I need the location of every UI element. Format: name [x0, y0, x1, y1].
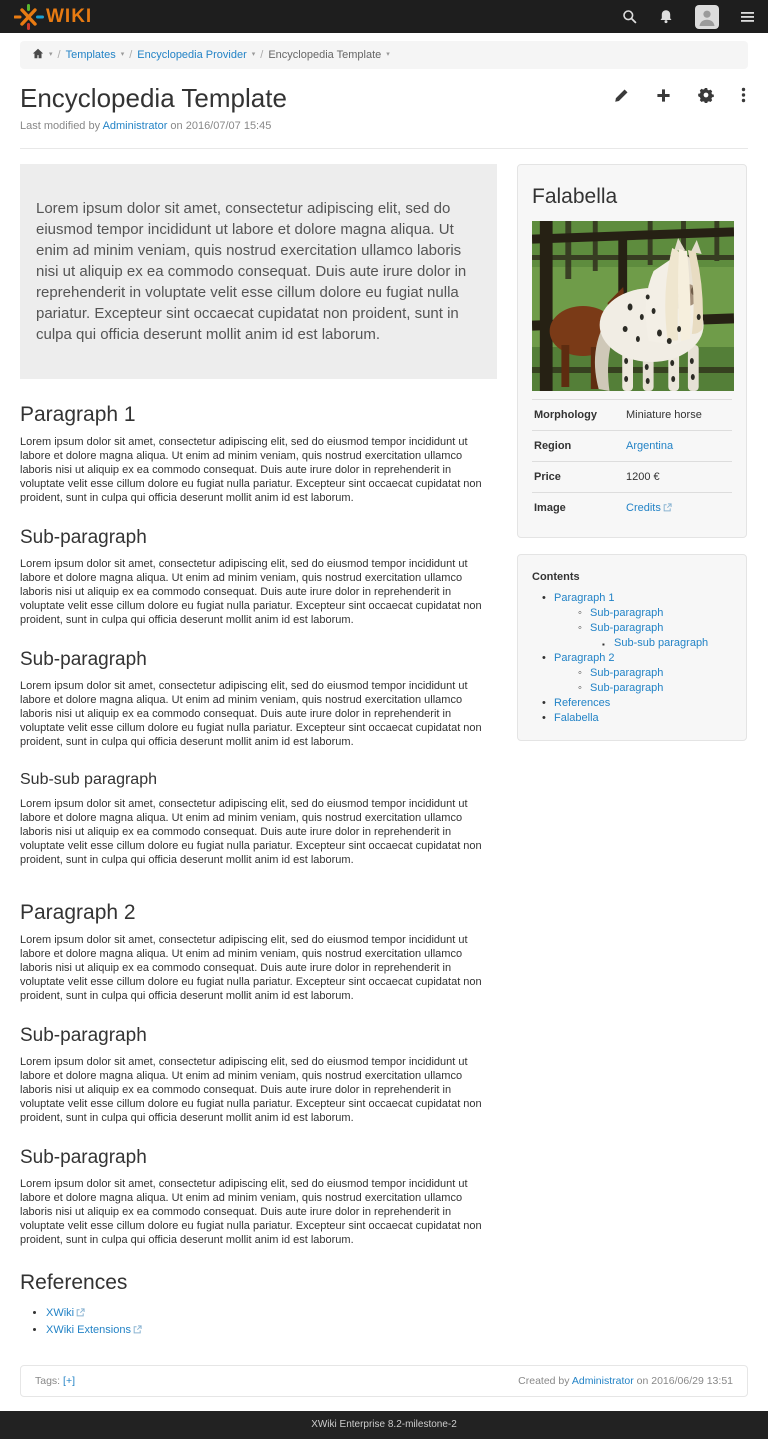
infobox-row-morphology: Morphology Miniature horse — [532, 400, 732, 431]
toc-item — [582, 666, 732, 681]
version-footer — [0, 1411, 768, 1439]
infobox-title: Falabella — [532, 185, 618, 208]
version-text: XWiki Enterprise 8.2-milestone-2 — [311, 1419, 457, 1430]
section-heading-sub-paragraph: Sub-paragraph — [20, 649, 147, 670]
more-options-kebab-icon[interactable] — [739, 85, 748, 105]
contents-title: Contents — [532, 571, 580, 583]
section-heading-sub-paragraph: Sub-paragraph — [20, 527, 147, 548]
image-credits-link[interactable]: Credits — [626, 502, 661, 514]
infobox-falabella — [517, 164, 747, 538]
contents-panel — [517, 554, 747, 741]
toc-link-sub-sub-paragraph[interactable]: Sub-sub paragraph — [614, 637, 709, 649]
breadcrumb-home-caret[interactable]: ▾ — [49, 51, 53, 58]
section-heading-paragraph-2: Paragraph 2 — [20, 901, 136, 924]
top-navbar — [0, 0, 768, 33]
section-body: Lorem ipsum dolor sit amet, consectetur adipiscing elit, sed do eiusmod tempor incididunt ut labore et dolore magna aliqua. Ut enim ad minim veniam, quis nostrud exercitation ullamco laboris nisi ut aliquip ex ea commodo consequat. Duis aute irure dolor in reprehenderit in voluptate velit esse cillum dolore eu fugiat nulla pariatur. Excepteur sint occaecat cupidatat non proident, sunt in culpa qui officia deserunt mollit anim id est laborum. — [20, 680, 482, 748]
infobox-row-region: Region Argentina — [532, 431, 732, 462]
region-argentina-link[interactable]: Argentina — [626, 440, 674, 452]
section-heading-references: References — [20, 1271, 128, 1294]
toc-link-sub-paragraph[interactable]: Sub-paragraph — [590, 622, 664, 634]
toc-item — [546, 711, 732, 726]
section-body: Lorem ipsum dolor sit amet, consectetur adipiscing elit, sed do eiusmod tempor incididunt ut labore et dolore magna aliqua. Ut enim ad minim veniam, quis nostrud exercitation ullamco laboris nisi ut aliquip ex ea commodo consequat. Duis aute irure dolor in reprehenderit in voluptate velit esse cillum dolore eu fugiat nulla pariatur. Excepteur sint occaecat cupidatat non proident, sunt in culpa qui officia deserunt mollit anim id est laborum. — [20, 798, 482, 866]
external-link-icon — [133, 1323, 142, 1340]
user-avatar[interactable] — [695, 5, 719, 29]
created-by-user-link[interactable]: Administrator — [571, 1375, 634, 1387]
xwiki-logo[interactable] — [14, 4, 92, 30]
breadcrumb-item-current: Encyclopedia Template — [268, 49, 382, 61]
hamburger-menu-icon[interactable] — [741, 11, 754, 23]
lead-text: Lorem ipsum dolor sit amet, consectetur adipiscing elit, sed do eiusmod tempor incididunt ut labore et dolore magna aliqua. Ut enim ad minim veniam, quis nostrud exercitation ullamco laboris nisi ut aliquip ex ea commodo consequat. Duis aute irure dolor in reprehenderit in voluptate velit esse cillum dolore eu fugiat nulla pariatur. Excepteur sint occaecat cupidatat non proident, sunt in culpa qui officia deserunt mollit anim id est laborum. — [36, 200, 467, 343]
breadcrumb: ▾ / Templates ▾ / Encyclopedia Provider ▾ / Encyclopedia Template ▾ — [20, 41, 748, 69]
infobox-table — [532, 399, 732, 523]
tags-bar — [20, 1365, 748, 1397]
toc-link-paragraph-2[interactable]: Paragraph 2 — [554, 652, 615, 664]
toc-item — [582, 606, 732, 621]
add-plus-icon[interactable] — [654, 86, 673, 105]
infobox-row-price: Price 1200 € — [532, 462, 732, 493]
toc-item — [546, 651, 732, 696]
horse-photo — [532, 221, 734, 391]
xwiki-link[interactable]: XWiki — [46, 1307, 75, 1319]
toc-item — [546, 696, 732, 711]
modified-by-user-link[interactable]: Administrator — [102, 120, 168, 132]
breadcrumb-item-encyclopedia-provider[interactable]: Encyclopedia Provider — [137, 49, 247, 61]
breadcrumb-item-templates[interactable]: Templates — [65, 49, 116, 61]
page-actions — [612, 85, 748, 105]
last-modified-line: Last modified by Administrator on 2016/07/07 15:45 — [20, 120, 272, 132]
section-body: Lorem ipsum dolor sit amet, consectetur adipiscing elit, sed do eiusmod tempor incididunt ut labore et dolore magna aliqua. Ut enim ad minim veniam, quis nostrud exercitation ullamco laboris nisi ut aliquip ex ea commodo consequat. Duis aute irure dolor in reprehenderit in voluptate velit esse cillum dolore eu fugiat nulla pariatur. Excepteur sint occaecat cupidatat non proident, sunt in culpa qui officia deserunt mollit anim id est laborum. — [20, 558, 482, 626]
toc-item — [582, 621, 732, 651]
section-heading-paragraph-1: Paragraph 1 — [20, 403, 136, 426]
logo-text: WIKI — [46, 6, 93, 27]
lead-summary-box — [20, 164, 497, 379]
section-heading-sub-paragraph: Sub-paragraph — [20, 1025, 147, 1046]
breadcrumb-caret[interactable]: ▾ — [120, 51, 125, 58]
section-heading-sub-sub-paragraph: Sub-sub paragraph — [20, 771, 157, 788]
references-list — [46, 1305, 497, 1339]
page-title: Encyclopedia Template — [20, 83, 287, 113]
toc-link-sub-paragraph[interactable]: Sub-paragraph — [590, 667, 664, 679]
external-link-icon — [76, 1306, 85, 1323]
xwiki-extensions-link[interactable]: XWiki Extensions — [46, 1324, 131, 1336]
toc-item — [606, 636, 732, 651]
toc-item — [582, 681, 732, 696]
external-link-icon — [663, 503, 672, 515]
home-icon[interactable] — [32, 48, 44, 62]
section-body: Lorem ipsum dolor sit amet, consectetur adipiscing elit, sed do eiusmod tempor incididunt ut labore et dolore magna aliqua. Ut enim ad minim veniam, quis nostrud exercitation ullamco laboris nisi ut aliquip ex ea commodo consequat. Duis aute irure dolor in reprehenderit in voluptate velit esse cillum dolore eu fugiat nulla pariatur. Excepteur sint occaecat cupidatat non proident, sunt in culpa qui officia deserunt mollit anim id est laborum. — [20, 934, 482, 1002]
edit-pencil-icon[interactable] — [612, 86, 631, 105]
search-icon[interactable] — [622, 9, 637, 24]
toc-link-references[interactable]: References — [554, 697, 611, 709]
toc-link-paragraph-1[interactable]: Paragraph 1 — [554, 592, 615, 604]
xwiki-logo-icon — [14, 4, 44, 30]
breadcrumb-caret[interactable]: ▾ — [386, 51, 390, 58]
toc-link-sub-paragraph[interactable]: Sub-paragraph — [590, 607, 664, 619]
infobox-row-image: Image Credits — [532, 493, 732, 524]
reference-item — [46, 1322, 497, 1339]
section-body: Lorem ipsum dolor sit amet, consectetur adipiscing elit, sed do eiusmod tempor incididunt ut labore et dolore magna aliqua. Ut enim ad minim veniam, quis nostrud exercitation ullamco laboris nisi ut aliquip ex ea commodo consequat. Duis aute irure dolor in reprehenderit in voluptate velit esse cillum dolore eu fugiat nulla pariatur. Excepteur sint occaecat cupidatat non proident, sunt in culpa qui officia deserunt mollit anim id est laborum. — [20, 1056, 482, 1124]
main-content — [20, 164, 497, 1339]
add-tag-button[interactable]: [+] — [63, 1375, 75, 1387]
section-heading-sub-paragraph: Sub-paragraph — [20, 1147, 147, 1168]
section-body: Lorem ipsum dolor sit amet, consectetur adipiscing elit, sed do eiusmod tempor incididunt ut labore et dolore magna aliqua. Ut enim ad minim veniam, quis nostrud exercitation ullamco laboris nisi ut aliquip ex ea commodo consequat. Duis aute irure dolor in reprehenderit in voluptate velit esse cillum dolore eu fugiat nulla pariatur. Excepteur sint occaecat cupidatat non proident, sunt in culpa qui officia deserunt mollit anim id est laborum. — [20, 436, 482, 504]
toc-link-falabella[interactable]: Falabella — [554, 712, 599, 724]
breadcrumb-caret[interactable]: ▾ — [251, 51, 256, 58]
settings-gear-icon[interactable] — [696, 85, 716, 105]
reference-item — [46, 1305, 497, 1322]
created-by-line: Created by Administrator on 2016/06/29 13:51 — [518, 1375, 733, 1387]
sidebar — [517, 164, 747, 757]
toc-link-sub-paragraph[interactable]: Sub-paragraph — [590, 682, 664, 694]
notifications-bell-icon[interactable] — [659, 9, 673, 24]
tags-label: Tags: — [35, 1375, 61, 1387]
toc-item — [546, 591, 732, 651]
section-body: Lorem ipsum dolor sit amet, consectetur adipiscing elit, sed do eiusmod tempor incididunt ut labore et dolore magna aliqua. Ut enim ad minim veniam, quis nostrud exercitation ullamco laboris nisi ut aliquip ex ea commodo consequat. Duis aute irure dolor in reprehenderit in voluptate velit esse cillum dolore eu fugiat nulla pariatur. Excepteur sint occaecat cupidatat non proident, sunt in culpa qui officia deserunt mollit anim id est laborum. — [20, 1178, 482, 1246]
